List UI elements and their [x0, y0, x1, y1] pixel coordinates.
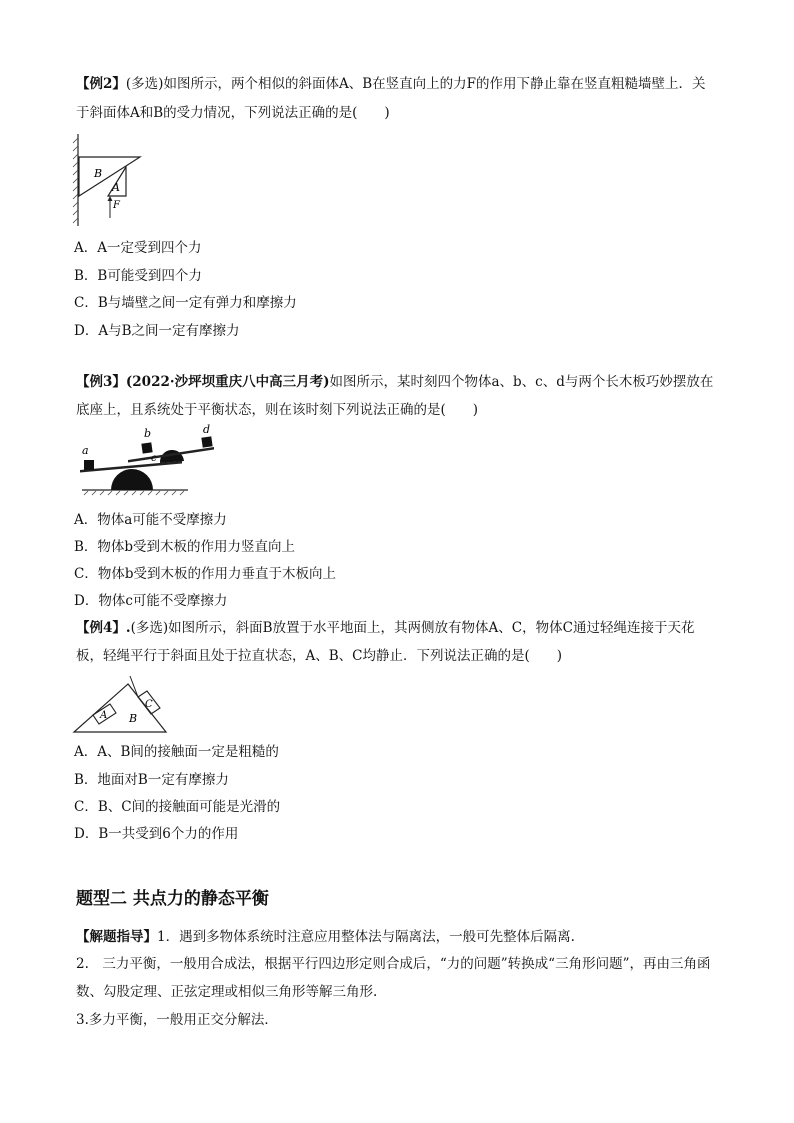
q2-option-d: D．A与B之间一定有摩擦力: [74, 323, 240, 339]
label-a: A: [100, 710, 108, 721]
q3-option-d: D．物体c可能不受摩擦力: [74, 593, 228, 609]
guide-line-4: 3.多力平衡，一般用正交分解法．: [76, 1012, 278, 1028]
label-b: b: [144, 427, 152, 440]
q3-line-1: [76, 372, 713, 392]
q4-line-1: [76, 618, 694, 638]
base-dome: [111, 469, 153, 490]
label-c: C: [145, 699, 153, 710]
guide-line-1: [76, 927, 575, 947]
q3-option-b: B．物体b受到木板的作用力竖直向上: [74, 539, 296, 555]
section-title: 题型二 共点力的静态平衡: [76, 889, 269, 909]
label-b: B: [94, 167, 103, 180]
block-a: [84, 460, 94, 470]
q2-text-1: (多选)如图所示，两个相似的斜面体A、B在竖直向上的力F的作用下静止靠在竖直粗糙墙壁上．关: [125, 76, 706, 92]
q3-option-c: C．物体b受到木板的作用力垂直于木板向上: [74, 566, 336, 582]
q3-option-a: A．物体a可能不受摩擦力: [74, 512, 227, 528]
q3-text-1: 如图所示，某时刻四个物体a、b、c、d与两个长木板巧妙摆放在: [329, 374, 714, 390]
q4-line-2: 板，轻绳平行于斜面且处于拉直状态，A、B、C均静止．下列说法正确的是( ): [76, 648, 563, 664]
guide-line-2: 2. 三力平衡，一般用合成法，根据平行四边形定则合成后，“力的问题”转换成“三角形问题”，再由三角函: [76, 956, 711, 972]
q3-figure: [78, 424, 220, 496]
q4-option-c: C．B、C间的接触面可能是光滑的: [74, 799, 281, 815]
q4-tag: 【例4】.: [76, 620, 131, 636]
block-b: [79, 157, 140, 196]
q2-option-a: A．A一定受到四个力: [74, 240, 202, 256]
label-a: a: [82, 444, 89, 457]
q4-option-d: D．B一共受到6个力的作用: [74, 826, 239, 842]
q4-text-1: (多选)如图所示，斜面B放置于水平地面上，其两侧放有物体A、C，物体C通过轻绳连接于天花: [130, 620, 695, 636]
guide-tag: 【解题指导】: [76, 929, 157, 945]
q3-tag: 【例3】: [76, 374, 126, 390]
guide-text-1: 1．遇到多物体系统时注意应用整体法与隔离法，一般可先整体后隔离.: [157, 929, 575, 945]
label-a: A: [112, 181, 120, 194]
q4-figure: [72, 672, 172, 736]
label-f: F: [113, 200, 120, 211]
block-b: [141, 442, 152, 453]
q2-option-c: C．B与墙壁之间一定有弹力和摩擦力: [74, 295, 297, 311]
label-b: B: [129, 712, 138, 725]
q3-source: (2022·沙坪坝重庆八中高三月考): [125, 374, 330, 390]
q2-tag: 【例2】: [76, 76, 126, 92]
guide-line-3: 数、勾股定理、正弦定理或相似三角形等解三角形.: [76, 984, 378, 1000]
q4-option-b: B．地面对B一定有摩擦力: [74, 772, 229, 788]
q2-option-b: B．B可能受到四个力: [74, 268, 202, 284]
q4-option-a: A．A、B间的接触面一定是粗糙的: [74, 744, 279, 760]
block-d: [201, 436, 212, 447]
q2-line-2: 于斜面体A和B的受力情况，下列说法正确的是( ): [76, 105, 390, 121]
q2-figure: [70, 130, 150, 230]
q2-line-1: [76, 74, 705, 94]
label-d: d: [203, 424, 211, 436]
label-c: c: [151, 453, 157, 464]
q3-line-2: 底座上，且系统处于平衡状态，则在该时刻下列说法正确的是( ): [76, 402, 479, 418]
